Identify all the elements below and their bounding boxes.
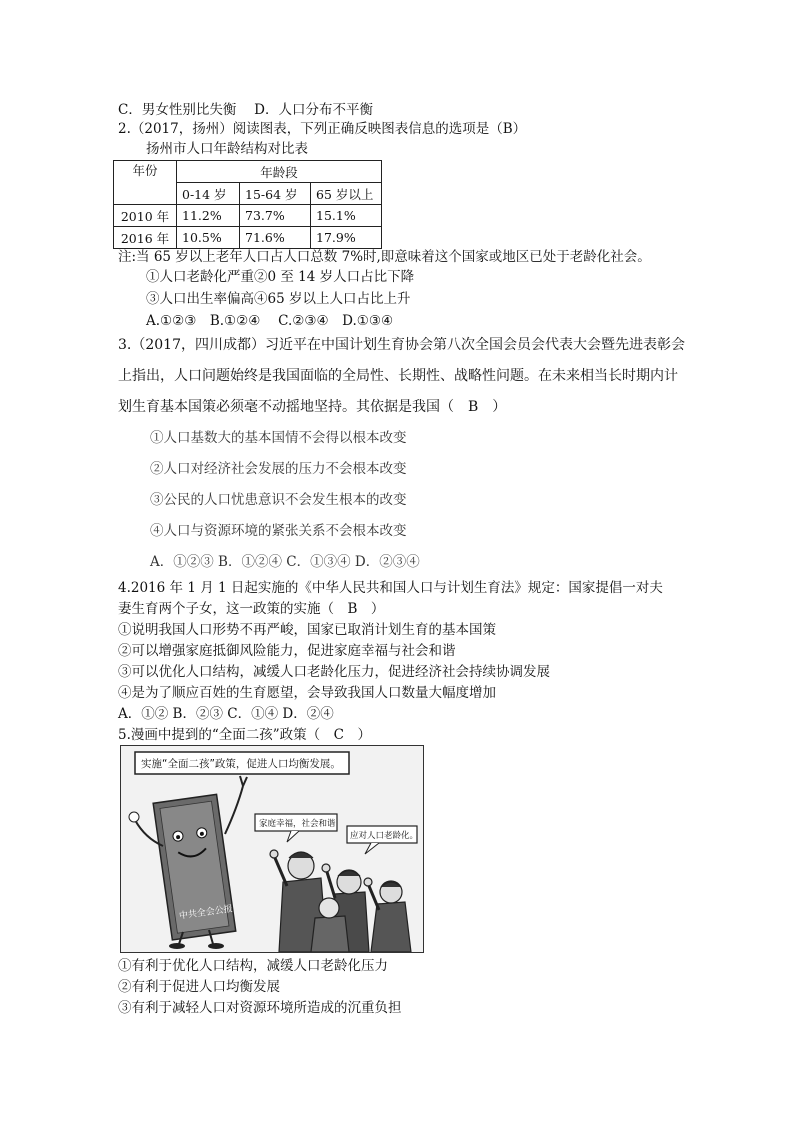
question-3-option-1: ①人口基数大的基本国情不会得以根本改变 xyxy=(150,430,407,446)
cartoon-illustration xyxy=(120,745,424,953)
speech-bubble-1-text: 家庭幸福，社会和谐 xyxy=(259,819,336,829)
cell-value: 17.9% xyxy=(311,227,382,249)
subheader-0-14: 0-14 岁 xyxy=(177,183,240,205)
cell-year: 2010 年 xyxy=(114,205,177,227)
table-header-row xyxy=(114,161,382,183)
question-4-stem-line2: 妻生育两个子女，这一政策的实施（ B ） xyxy=(118,601,385,617)
question-4-answers: A．①② B．②③ C．①④ D．②④ xyxy=(118,706,334,722)
cartoon-drawing xyxy=(121,746,423,952)
header-age-group: 年龄段 xyxy=(177,161,382,183)
question-4-option-4: ④是为了顺应百姓的生育愿望，会导致我国人口数量大幅度增加 xyxy=(118,685,496,701)
cell-year: 2016 年 xyxy=(114,227,177,249)
table-title: 扬州市人口年龄结构对比表 xyxy=(146,141,308,157)
question-5-stem: 5.漫画中提到的“全面二孩”政策（ C ） xyxy=(118,727,372,743)
table-row xyxy=(114,227,382,249)
cell-value: 73.7% xyxy=(240,205,311,227)
table-note: 注:当 65 岁以上老年人口占人口总数 7%时,即意味着这个国家或地区已处于老龄化社会。 xyxy=(118,249,651,265)
question-5-option-2: ②有利于促进人口均衡发展 xyxy=(118,979,280,995)
speech-bubble-2-text: 应对人口老龄化。 xyxy=(350,831,419,841)
question-4-option-2: ②可以增强家庭抵御风险能力，促进家庭幸福与社会和谐 xyxy=(118,643,456,659)
age-structure-table xyxy=(113,160,382,249)
line-options-c-d: C．男女性别比失衡 D．人口分布不平衡 xyxy=(118,102,373,118)
question-2-options-12: ①人口老龄化严重②0 至 14 岁人口占比下降 xyxy=(146,269,415,285)
table-row xyxy=(114,205,382,227)
question-3-stem-line3: 划生育基本国策必须毫不动摇地坚持。其依据是我国（ B ） xyxy=(118,399,507,415)
question-4-option-3: ③可以优化人口结构，减缓人口老龄化压力，促进经济社会持续协调发展 xyxy=(118,664,550,680)
cell-value: 71.6% xyxy=(240,227,311,249)
question-3-stem-line1: 3.（2017，四川成都）习近平在中国计划生育协会第八次全国会员会代表大会暨先进表彰会 xyxy=(118,337,685,353)
question-2-options-34: ③人口出生率偏高④65 岁以上人口占比上升 xyxy=(146,291,411,307)
question-3-stem-line2: 上指出，人口问题始终是我国面临的全局性、长期性、战略性问题。在未来相当长时期内计 xyxy=(118,368,678,384)
cell-value: 10.5% xyxy=(177,227,240,249)
cell-value: 15.1% xyxy=(311,205,382,227)
question-4-stem-line1: 4.2016 年 1 月 1 日起实施的《中华人民共和国人口与计划生育法》规定：国家提倡一对夫 xyxy=(118,580,663,596)
question-2-stem: 2.（2017，扬州）阅读图表，下列正确反映图表信息的选项是（B） xyxy=(118,121,527,137)
question-5-option-3: ③有利于减轻人口对资源环境所造成的沉重负担 xyxy=(118,1000,402,1016)
question-3-option-3: ③公民的人口忧患意识不会发生根本的改变 xyxy=(150,492,407,508)
subheader-15-64: 15-64 岁 xyxy=(240,183,311,205)
question-3-option-4: ④人口与资源环境的紧张关系不会根本改变 xyxy=(150,523,407,539)
question-3-option-2: ②人口对经济社会发展的压力不会根本改变 xyxy=(150,461,407,477)
header-year: 年份 xyxy=(114,161,177,205)
question-4-option-1: ①说明我国人口形势不再严峻，国家已取消计划生育的基本国策 xyxy=(118,622,496,638)
question-3-answers: A．①②③ B．①②④ C．①③④ D．②③④ xyxy=(150,554,420,570)
book-cover-text: 中共全会公报 xyxy=(178,904,234,922)
cell-value: 11.2% xyxy=(177,205,240,227)
question-5-option-1: ①有利于优化人口结构，减缓人口老龄化压力 xyxy=(118,958,388,974)
subheader-65-plus: 65 岁以上 xyxy=(311,183,382,205)
question-2-answers: A.①②③ B.①②④ C.②③④ D.①③④ xyxy=(146,313,394,329)
cartoon-banner-text: 实施“全面二孩”政策，促进人口均衡发展。 xyxy=(141,758,341,770)
